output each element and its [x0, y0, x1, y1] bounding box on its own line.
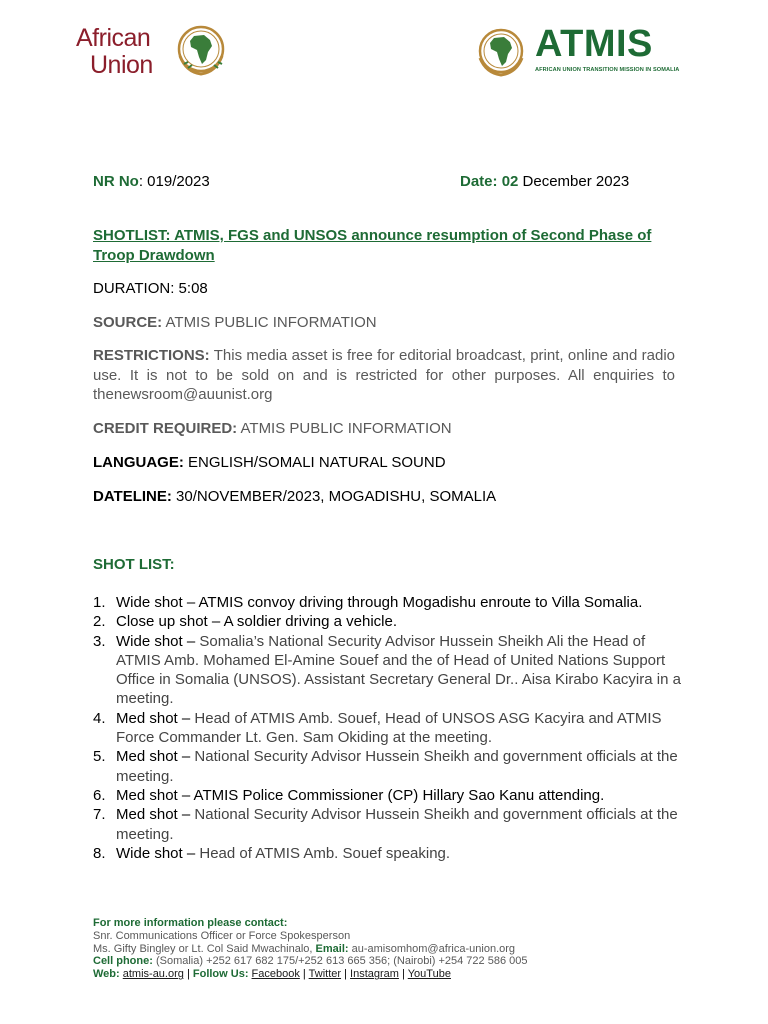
cell-value: (Somalia) +252 617 682 175/+252 613 665 356; (Nairobi) +254 722 586 005: [152, 955, 528, 968]
list-item: [93, 632, 693, 709]
language-field: [93, 453, 446, 472]
restrictions-label: RESTRICTIONS:: [93, 347, 210, 364]
atmis-subtitle: AFRICAN UNION TRANSITION MISSION IN SOMALIA: [535, 67, 680, 73]
release-date: [460, 172, 629, 191]
list-item-lead: Med shot –: [116, 748, 195, 766]
list-item-number: 7.: [93, 806, 106, 824]
date-label: Date:: [460, 173, 498, 190]
list-item-text: Head of ATMIS Amb. Souef, Head of UNSOS ASG Kacyira and ATMIS Force Commander Lt. Gen. Sam Okiding at the meeting.: [116, 709, 662, 747]
contact-names-line: [93, 943, 693, 956]
list-item-number: 3.: [93, 632, 106, 650]
source-value: ATMIS PUBLIC INFORMATION: [162, 314, 377, 331]
email-value[interactable]: au-amisomhom@africa-union.org: [348, 942, 516, 955]
nr-value: : 019/2023: [138, 173, 210, 190]
web-line: [93, 968, 693, 981]
date-day: 02: [501, 173, 519, 190]
list-item-lead: Wide shot –: [116, 632, 200, 650]
list-item: [93, 747, 693, 786]
list-item-text: Somalia’s National Security Advisor Hussein Sheikh Ali the Head of ATMIS Amb. Mohamed El-Amine Souef and the of Head of United Nations Support Office in Somalia (UNSOS). Assistant Secretary General Dr.. Aisa Kirabo Kacyira in a meeting.: [116, 632, 681, 708]
dateline-value: 30/NOVEMBER/2023, MOGADISHU, SOMALIA: [171, 488, 497, 505]
source-field: [93, 313, 377, 332]
twitter-link[interactable]: Twitter: [308, 968, 342, 981]
list-item: [93, 612, 693, 631]
list-item-number: 8.: [93, 844, 106, 862]
dateline-label: DATELINE:: [93, 488, 172, 505]
restrictions-value: This media asset is free for editorial broadcast, print, online and radio use. It is not to be sold on and is restricted for other purposes. All enquiries to thenewsroom@auunist.org: [93, 347, 675, 403]
date-rest: December 2023: [518, 173, 630, 190]
list-item: [93, 593, 693, 612]
list-item-text: Head of ATMIS Amb. Souef speaking.: [199, 844, 451, 862]
list-item-number: 5.: [93, 748, 106, 766]
separator: |: [183, 968, 193, 981]
follow-label: Follow Us:: [192, 968, 249, 981]
list-item-number: 2.: [93, 613, 106, 631]
website-link[interactable]: atmis-au.org: [122, 968, 184, 981]
list-item-text: National Security Advisor Hussein Sheikh and government officials at the meeting.: [116, 748, 678, 785]
list-item-lead: Wide shot – ATMIS convoy driving through Mogadishu enroute to Villa Somalia.: [116, 594, 643, 611]
contact-role: Snr. Communications Officer or Force Spokesperson: [93, 929, 351, 942]
list-item: [93, 844, 693, 863]
au-logo-line2: Union: [90, 51, 153, 79]
list-item-lead: Med shot – ATMIS Police Commissioner (CP) Hillary Sao Kanu attending.: [116, 786, 605, 804]
separator: |: [299, 968, 309, 981]
instagram-link[interactable]: Instagram: [350, 968, 399, 981]
african-union-logo: [74, 24, 234, 80]
list-item-number: 6.: [93, 786, 106, 804]
facebook-link[interactable]: Facebook: [251, 968, 300, 981]
au-emblem-icon: [172, 24, 230, 78]
list-item: [93, 709, 693, 748]
atmis-emblem-icon: [473, 27, 529, 77]
contact-heading: For more information please contact:: [93, 917, 288, 929]
contact-footer: [93, 917, 693, 981]
email-label: Email:: [315, 942, 349, 955]
source-label: SOURCE:: [93, 314, 163, 331]
nr-number: [93, 172, 210, 191]
restrictions-field: [93, 346, 675, 405]
contact-names: Ms. Gifty Bingley or Lt. Col Said Mwachinalo,: [93, 942, 313, 955]
list-item-lead: Wide shot –: [116, 844, 200, 862]
separator: |: [398, 968, 408, 981]
duration-field: DURATION: 5:08: [93, 280, 208, 297]
dateline-field: [93, 487, 496, 506]
shot-list-heading: SHOT LIST:: [93, 556, 175, 573]
credit-field: [93, 419, 452, 438]
document-title: [93, 226, 683, 265]
atmis-wordmark: ATMIS: [535, 23, 653, 65]
list-item-number: 1.: [93, 594, 106, 611]
cell-label: Cell phone:: [93, 955, 153, 968]
shot-list: [93, 593, 693, 863]
separator: |: [341, 968, 351, 981]
language-label: LANGUAGE:: [93, 454, 184, 471]
list-item-lead: Med shot –: [116, 806, 195, 824]
cell-phone-line: [93, 955, 693, 968]
title-text: SHOTLIST: ATMIS, FGS and UNSOS announce resumption of Second Phase of Troop Drawdown: [93, 227, 652, 264]
list-item: [93, 805, 693, 844]
list-item-number: 4.: [93, 709, 106, 727]
list-item-text: National Security Advisor Hussein Sheikh and government officials at the meeting.: [116, 806, 678, 843]
language-value: ENGLISH/SOMALI NATURAL SOUND: [183, 454, 446, 471]
list-item-lead: Med shot –: [116, 709, 195, 727]
credit-label: CREDIT REQUIRED:: [93, 420, 238, 437]
list-item: [93, 786, 693, 805]
youtube-link[interactable]: YouTube: [407, 968, 451, 981]
nr-label: NR No: [93, 173, 139, 190]
web-label: Web:: [93, 968, 120, 981]
credit-value: ATMIS PUBLIC INFORMATION: [237, 420, 452, 437]
au-logo-line1: African: [76, 24, 151, 52]
list-item-lead: Close up shot – A soldier driving a vehicle.: [116, 613, 397, 631]
atmis-logo: [473, 23, 693, 77]
